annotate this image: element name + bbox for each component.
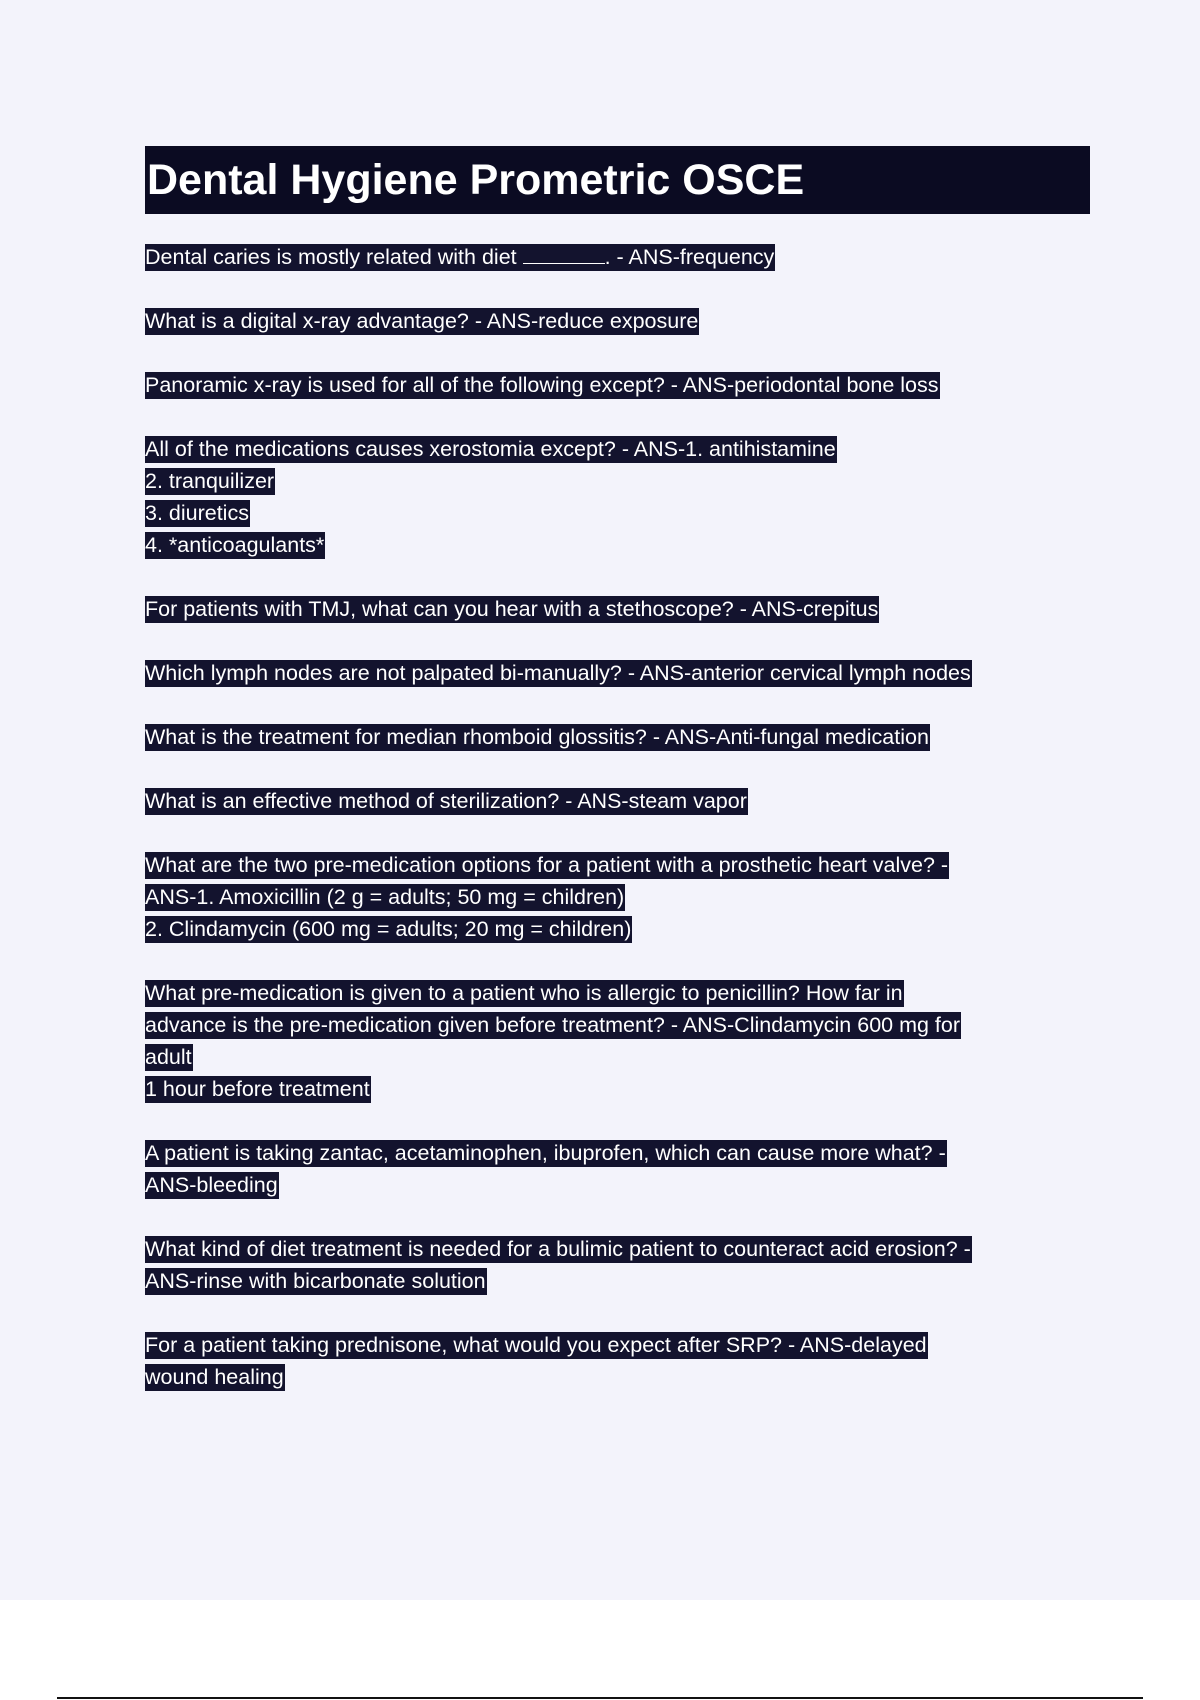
highlighted-text: What pre-medication is given to a patient who is allergic to penicillin? How far in — [145, 981, 903, 1005]
qa-line — [145, 1137, 1090, 1169]
qa-item — [145, 1329, 1090, 1393]
highlighted-text: What is an effective method of sterilization? - ANS-steam vapor — [145, 789, 747, 813]
qa-line — [145, 721, 1090, 753]
qa-line — [145, 1009, 1090, 1041]
qa-item — [145, 433, 1090, 561]
qa-line — [145, 785, 1090, 817]
qa-line — [145, 977, 1090, 1009]
highlighted-text: Panoramic x-ray is used for all of the following except? - ANS-periodontal bone loss — [145, 373, 939, 397]
highlighted-text: What is the treatment for median rhomboid glossitis? - ANS-Anti-fungal medication — [145, 725, 929, 749]
highlighted-text: A patient is taking zantac, acetaminophen, ibuprofen, which can cause more what? - — [145, 1141, 946, 1165]
highlighted-text: Which lymph nodes are not palpated bi-manually? - ANS-anterior cervical lymph nodes — [145, 661, 971, 685]
qa-line — [145, 913, 1090, 945]
qa-line — [145, 369, 1090, 401]
qa-item — [145, 1233, 1090, 1297]
highlighted-text — [145, 244, 775, 271]
answer-text-after-blank: . - ANS-frequency — [604, 245, 775, 269]
title-bar — [145, 146, 1090, 214]
highlighted-text: ANS-1. Amoxicillin (2 g = adults; 50 mg = children) — [145, 885, 625, 909]
question-text-before-blank: Dental caries is mostly related with diet — [145, 245, 523, 269]
qa-line — [145, 1233, 1090, 1265]
document-title: Dental Hygiene Prometric OSCE — [147, 156, 805, 204]
qa-line — [145, 1073, 1090, 1105]
qa-item — [145, 785, 1090, 817]
qa-item — [145, 977, 1090, 1105]
highlighted-text: 1 hour before treatment — [145, 1077, 370, 1101]
qa-item — [145, 721, 1090, 753]
qa-item — [145, 305, 1090, 337]
highlighted-text: What kind of diet treatment is needed for a bulimic patient to counteract acid erosion? - — [145, 1237, 971, 1261]
qa-item — [145, 657, 1090, 689]
qa-list — [145, 241, 1090, 1425]
qa-line — [145, 529, 1090, 561]
qa-line — [145, 433, 1090, 465]
highlighted-text: What is a digital x-ray advantage? - ANS-reduce exposure — [145, 309, 699, 333]
qa-line — [145, 1329, 1090, 1361]
qa-line — [145, 1265, 1090, 1297]
qa-line — [145, 1361, 1090, 1393]
qa-line — [145, 241, 1090, 273]
qa-line — [145, 881, 1090, 913]
qa-item — [145, 241, 1090, 273]
qa-line — [145, 593, 1090, 625]
highlighted-text: adult — [145, 1045, 192, 1069]
highlighted-text: wound healing — [145, 1365, 284, 1389]
qa-item — [145, 593, 1090, 625]
qa-line — [145, 305, 1090, 337]
qa-line — [145, 1041, 1090, 1073]
qa-line — [145, 657, 1090, 689]
highlighted-text: ANS-rinse with bicarbonate solution — [145, 1269, 486, 1293]
qa-line — [145, 465, 1090, 497]
highlighted-text: 2. tranquilizer — [145, 469, 275, 493]
highlighted-text: 3. diuretics — [145, 501, 249, 525]
fill-in-blank — [523, 245, 605, 264]
highlighted-text: advance is the pre-medication given before treatment? - ANS-Clindamycin 600 mg for — [145, 1013, 961, 1037]
qa-item — [145, 369, 1090, 401]
qa-line — [145, 497, 1090, 529]
qa-line — [145, 1169, 1090, 1201]
highlighted-text: What are the two pre-medication options for a patient with a prosthetic heart valve? - — [145, 853, 949, 877]
qa-item — [145, 1137, 1090, 1201]
footer-divider — [57, 1697, 1143, 1699]
highlighted-text: 4. *anticoagulants* — [145, 533, 325, 557]
qa-line — [145, 849, 1090, 881]
qa-item — [145, 849, 1090, 945]
highlighted-text: For a patient taking prednisone, what would you expect after SRP? - ANS-delayed — [145, 1333, 927, 1357]
highlighted-text: ANS-bleeding — [145, 1173, 278, 1197]
highlighted-text: 2. Clindamycin (600 mg = adults; 20 mg = children) — [145, 917, 632, 941]
highlighted-text: All of the medications causes xerostomia except? - ANS-1. antihistamine — [145, 437, 836, 461]
highlighted-text: For patients with TMJ, what can you hear with a stethoscope? - ANS-crepitus — [145, 597, 879, 621]
